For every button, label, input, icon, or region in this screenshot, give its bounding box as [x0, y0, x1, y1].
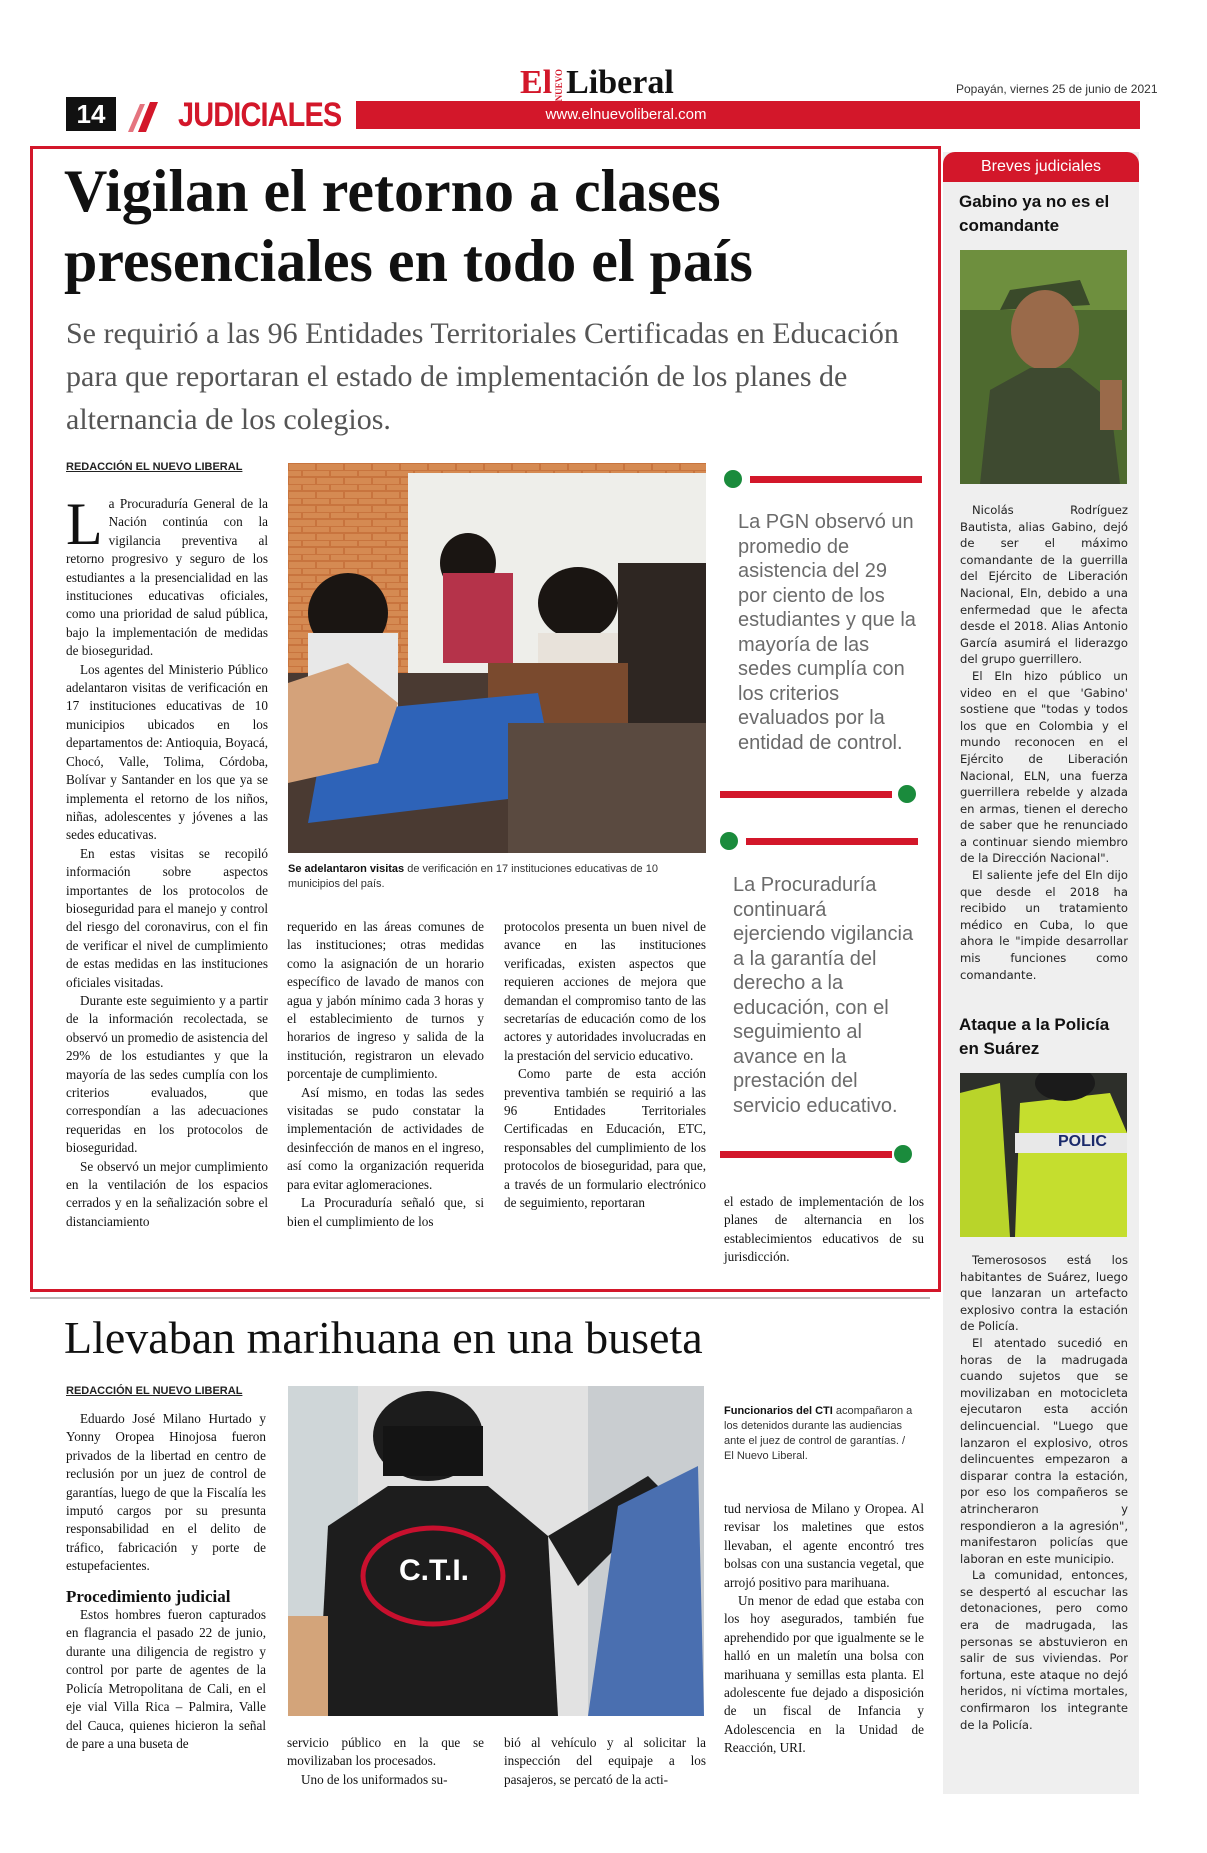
- drop-cap: L: [66, 491, 103, 557]
- site-url[interactable]: www.elnuevoliberal.com: [545, 106, 707, 123]
- brief-title: Ataque a la Policía en Suárez: [959, 1015, 1110, 1058]
- paragraph: Nicolás Rodríguez Bautista, alias Gabino, dejó de ser el máximo comandante de la guerrilla del Ejército de Liberación Nacional, Eln, debido a una enfermedad que le afecta desde el 2018. Alias Antonio García asumirá el liderazgo del grupo guerrillero.: [960, 503, 1128, 667]
- byline: REDACCIÓN EL NUEVO LIBERAL: [66, 461, 243, 473]
- page-number: 14: [66, 97, 116, 131]
- paragraph: Los agentes del Ministerio Público adelantaron visitas de verificación en 17 instituciones educativas de 10 municipios ubicados en los departamentos de: Antioquia, Boyacá, Chocó, Valle, Tolima, Córdoba, Bolívar y Santander en los que ya se implementa el retorno de los niños, niñas, adolescentes y jóvenes a las sedes educativas.: [66, 661, 268, 843]
- section-title: JUDICIALES: [178, 96, 342, 134]
- section-slash-decoration: [128, 98, 162, 132]
- paragraph: bió al vehículo y al solicitar la inspección del equipaje a los pasajeros, se percató de la acti-: [504, 1735, 706, 1787]
- paragraph: La Procuraduría señaló que, si bien el cumplimiento de los: [287, 1195, 484, 1229]
- police-photo: [960, 1073, 1127, 1237]
- green-dot: [724, 470, 742, 488]
- paragraph: protocolos presenta un buen nivel de avance en las instituciones verificadas, existen aspectos que requieren acciones de mejora que demandan el compromiso tanto de las secretarías de educación como de los actores y autoridades involucradas en la prestación del servicio educativo.: [504, 919, 706, 1063]
- brief-2-text: [960, 1252, 1128, 1733]
- issue-date: Popayán, viernes 25 de junio de 2021: [956, 82, 1158, 96]
- logo-liberal: Liberal: [566, 64, 674, 101]
- story2-column-3: [504, 1734, 706, 1789]
- red-rule: [720, 791, 892, 798]
- story2-column-2: [287, 1734, 484, 1789]
- cti-vest-text: C.T.I.: [398, 1554, 469, 1587]
- paragraph: El atentado sucedió en horas de la madrugada cuando sujetos que se movilizaban en motocicleta ejecutaron esta acción delincuencial. "Luego que lanzaron el explosivo, otros delincuentes empezaron a disparar contra la estación, por eso los compañeros se atrincheraron y respondieron a la agresión", manifestaron policías que laboran en este municipio.: [960, 1335, 1128, 1566]
- story2-subhead: Procedimiento judicial: [66, 1586, 231, 1606]
- paragraph: Eduardo José Milano Hurtado y Yonny Oropea Hinojosa fueron privados de la libertad en centro de reclusión por un juez de control de garantías, luego de que la Fiscalía les imputó cargos por su presunta responsabilidad en el delito de tráfico, fabricación y porte de estupefacientes.: [66, 1411, 266, 1574]
- paragraph: En estas visitas se recopiló información sobre aspectos importantes de los protocolos de bioseguridad para el manejo y control del riesgo del coronavirus, con el fin de verificar el nivel de cumplimiento de estas medidas en las instituciones oficiales visitadas.: [66, 845, 268, 990]
- paragraph: El saliente jefe del Eln dijo que desde el 2018 ha recibido un tratamiento médico en Cuba, lo que ahora le "impide desarrollar mis funciones como comandante.: [960, 868, 1128, 982]
- photo-caption: Funcionarios del CTI acompañaron a los detenidos durante las audiencias ante el juez de control de garantías. / El Nuevo Liberal.: [724, 1405, 913, 1462]
- paragraph: Como parte de esta acción preventiva también se requirió a las 96 Entidades Territoriales Certificadas en Educación, ETC, responsables del cumplimiento de los protocolos de bioseguridad, para que, a través de un formulario electrónico de seguimiento, reportaran: [504, 1066, 706, 1211]
- brief-title: Gabino ya no es el comandante: [959, 192, 1110, 235]
- pull-quote-1: La PGN observó un promedio de asistencia del 29 por ciento de los estudiantes y que la mayoría de las sedes cumplía con los criterios evaluados por la entidad de control.: [738, 511, 916, 754]
- red-rule: [720, 1151, 892, 1158]
- paragraph: La comunidad, entonces, se despertó al escuchar las detonaciones, pero como era de madrugada, las personas se abstuvieron en salir de sus viviendas. Por fortuna, este ataque no dejó heridos, ni víctima mortales, confirmaron los integrante de la Policía.: [960, 1568, 1128, 1732]
- cti-photo: [288, 1386, 704, 1716]
- paragraph: La Procuraduría General de la Nación continúa con la vigilancia preventiva al retorno progresivo y seguro de los estudiantes a la presencialidad en las instituciones educativas oficiales, como una prioridad de salud pública, bajo la implementación de medidas de bioseguridad.: [66, 491, 268, 659]
- sidebar-tab: Breves judiciales: [943, 152, 1139, 182]
- paragraph: Durante este seguimiento y a partir de la información recolectada, se observó un promedio de asistencia del 29% de los estudiantes y que la mayoría de las sedes cumplía con los criterios evaluados, que correspondían a las adecuaciones requeridas en los protocolos de bioseguridad.: [66, 992, 268, 1156]
- story-divider: [30, 1297, 930, 1299]
- logo-el: El: [520, 64, 553, 101]
- paragraph: tud nerviosa de Milano y Oropea. Al revisar los maletines que estos llevaban, el agente encontró tres bolsas con una sustancia vegetal, que arrojó positivo para marihuana.: [724, 1501, 924, 1590]
- paragraph: requerido en las áreas comunes de las instituciones; otras medidas como la asignación de un horario específico de lavado de manos con agua y jabón mínimo cada 3 horas y el establecimiento de turnos y horarios de ingreso y salida de la institución, registraron un elevado porcentaje de cumplimiento.: [287, 919, 484, 1082]
- logo-nuevo: NUEVO: [554, 69, 565, 102]
- story2-column-4: [724, 1500, 924, 1758]
- paragraph: servicio público en la que se movilizaban los procesados.: [287, 1735, 484, 1769]
- gabino-photo: [960, 250, 1127, 484]
- paragraph: Uno de los uniformados su-: [301, 1771, 448, 1787]
- story1-column-4: [724, 1193, 924, 1267]
- green-dot: [898, 785, 916, 803]
- story1-column-2: [287, 918, 484, 1231]
- story1-column-3: [504, 918, 706, 1213]
- classroom-photo: [288, 463, 706, 853]
- brief-1-text: [960, 502, 1128, 983]
- paragraph: Un menor de edad que estaba con los hoy asegurados, también fue aprehendido por que igualmente se le halló en un maletín una bolsa con marihuana y semillas esta planta. El adolescente fue dejado a disposición de un fiscal de Infancia y Adolescencia en la Unidad de Reacción, URI.: [724, 1593, 924, 1756]
- main-headline: Vigilan el retorno a clases presenciales en todo el país: [64, 158, 753, 294]
- paragraph: El Eln hizo público un video en el que 'Gabino' sostiene que "todas y todos los que en Colombia y el mundo reconocen en el Ejército de Liberación Nacional, ELN, una fuerza guerrillera rebelde y alzada en armas, tienen el derecho de saber que he renunciado a continuar siendo miembro de la Dirección Nacional".: [960, 668, 1128, 866]
- green-dot: [720, 832, 738, 850]
- police-vest-text: POLIC: [1058, 1133, 1107, 1150]
- newspaper-logo[interactable]: [520, 64, 674, 102]
- paragraph: Así mismo, en todas las sedes visitadas se pudo constatar la implementación de actividades de desinfección de manos en el ingreso, así como la organización requerida para evitar aglomeraciones.: [287, 1084, 484, 1192]
- main-subhead: Se requirió a las 96 Entidades Territoriales Certificadas en Educación para que reportaran el estado de implementación de los planes de alternancia de los colegios.: [66, 317, 899, 436]
- story1-column-1: [66, 491, 268, 1231]
- red-rule: [746, 838, 918, 845]
- paragraph: Temerososos está los habitantes de Suárez, luego que lanzaran un artefacto explosivo contra la estación de Policía.: [960, 1253, 1128, 1334]
- paragraph: Se observó un mejor cumplimiento en la ventilación de los espacios cerrados y en la señalización sobre el distanciamiento: [66, 1158, 268, 1229]
- red-rule: [750, 476, 922, 483]
- photo-caption: Se adelantaron visitas de verificación en 17 instituciones educativas de 10 municipios del país.: [288, 863, 658, 890]
- story2-column-1: [66, 1410, 266, 1753]
- paragraph: Estos hombres fueron capturados en flagrancia el pasado 22 de junio, durante una diligencia de registro y control por parte de agentes de la Policía Metropolitana de Cali, en el eje vial Villa Rica – Palmira, Valle del Cauca, quienes hicieron la señal de pare a una buseta de: [66, 1607, 266, 1751]
- byline: REDACCIÓN EL NUEVO LIBERAL: [66, 1385, 243, 1397]
- story2-headline: Llevaban marihuana en una buseta: [64, 1312, 703, 1363]
- paragraph: el estado de implementación de los planes de alternancia en los establecimientos educativos de su jurisdicción.: [724, 1194, 924, 1265]
- green-dot: [894, 1145, 912, 1163]
- pull-quote-2: La Procuraduría continuará ejerciendo vigilancia a la garantía del derecho a la educación, con el seguimiento al avance en la prestación del servicio educativo.: [733, 874, 914, 1117]
